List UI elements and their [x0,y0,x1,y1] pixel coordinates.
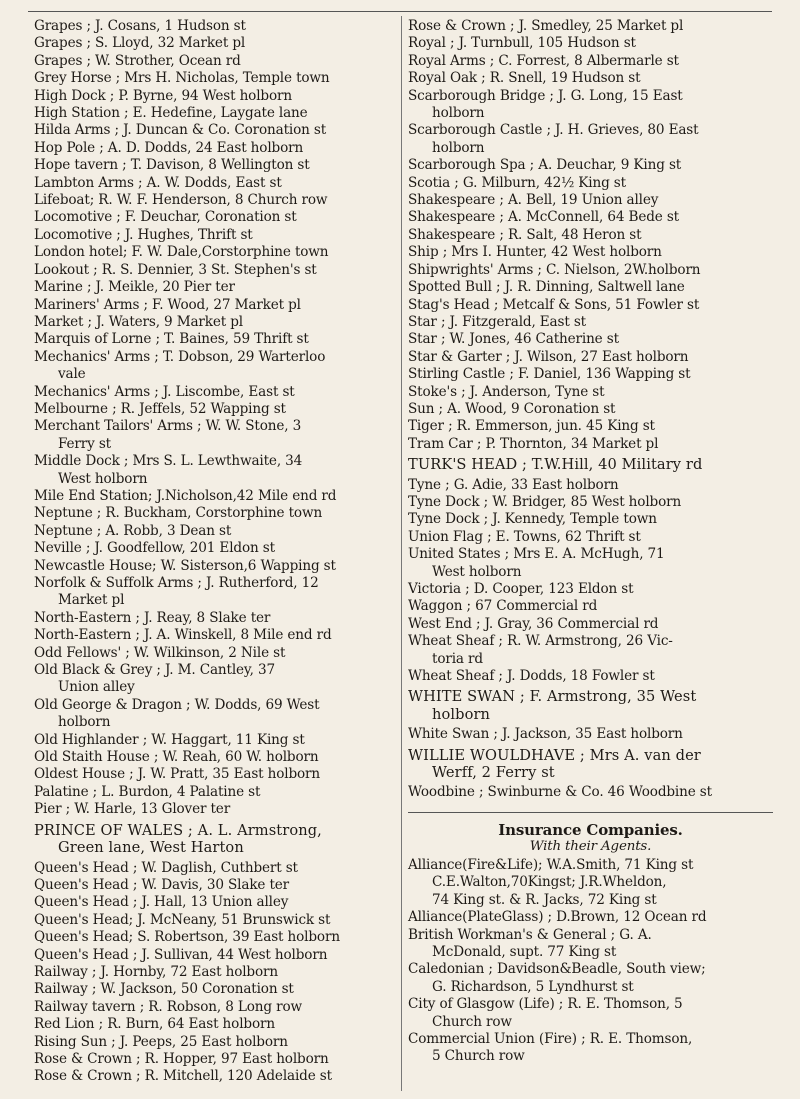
entry-line: Shakespeare ; R. Salt, 48 Heron st [408,226,642,243]
directory-entry [34,732,394,749]
entry-line: Shakespeare ; A. Bell, 19 Union alley [408,192,659,209]
entry-line: Rose & Crown ; R. Mitchell, 120 Adelaide st [34,1068,332,1085]
directory-entry [408,726,773,743]
entry-line: Mariners' Arms ; F. Wood, 27 Market pl [34,296,301,313]
entry-line: Palatine ; L. Burdon, 4 Palatine st [34,783,261,800]
directory-entry [34,349,394,384]
directory-entry [34,947,394,964]
directory-entry [408,436,773,453]
directory-entry [408,384,773,401]
directory-entry [34,540,394,557]
directory-entry [34,175,394,192]
entry-line: Hilda Arms ; J. Duncan & Co. Coronation st [34,122,327,139]
directory-entry [34,894,394,911]
entry-line: Rose & Crown ; J. Smedley, 25 Market pl [408,18,684,34]
directory-entry [408,581,773,598]
entry-line: Mechanics' Arms ; T. Dobson, 29 Warterloo [34,348,326,365]
entry-line: White Swan ; J. Jackson, 35 East holborn [408,726,683,743]
directory-entry [408,996,773,1031]
directory-entry [34,122,394,139]
right-column [408,18,773,1066]
entry-line: Queen's Head ; J. Hall, 13 Union alley [34,894,289,911]
entry-line: Locomotive ; F. Deuchar, Coronation st [34,209,297,226]
entry-line: Queen's Head; J. McNeany, 51 Brunswick st [34,911,331,928]
entry-line: Mechanics' Arms ; J. Liscombe, East st [34,383,295,400]
entry-line: Grapes ; S. Lloyd, 32 Market pl [34,35,246,52]
entry-line: Shipwrights' Arms ; C. Nielson, 2W.holborn [408,261,701,278]
directory-entry [34,784,394,801]
directory-entry [408,279,773,296]
entry-line: Neptune ; R. Buckham, Corstorphine town [34,505,323,522]
directory-entry [408,122,773,157]
entry-line: Neptune ; A. Robb, 3 Dean st [34,522,232,539]
entry-line: Old Staith House ; W. Reah, 60 W. holborn [34,749,319,766]
directory-entry [408,262,773,279]
directory-entry [408,857,773,909]
entry-line: Mile End Station; J.Nicholson,42 Mile end rd [34,487,337,504]
directory-entry [408,477,773,494]
entry-line: Victoria ; D. Cooper, 123 Eldon st [408,581,634,597]
entry-line: London hotel; F. W. Dale,Corstorphine town [34,244,329,261]
directory-entry [34,418,394,453]
directory-entry [34,18,394,35]
directory-entry [408,418,773,435]
entry-line: Stag's Head ; Metcalf & Sons, 51 Fowler st [408,296,700,313]
entry-line: Royal Arms ; C. Forrest, 8 Albermarle st [408,52,679,69]
directory-entry [408,157,773,174]
left-column [34,18,394,1086]
entry-line: City of Glasgow (Life) ; R. E. Thomson, 5 [408,996,683,1013]
entry-line: Grey Horse ; Mrs H. Nicholas, Temple town [34,70,330,87]
entry-continuation: vale [58,366,86,383]
directory-entry [408,297,773,314]
entry-line: Queen's Head; S. Robertson, 39 East holborn [34,929,340,946]
directory-entry [408,529,773,546]
entry-line: Grapes ; W. Strother, Ocean rd [34,52,241,69]
directory-entry [34,964,394,981]
directory-entry [408,70,773,87]
directory-entry [34,912,394,929]
directory-entry [408,401,773,418]
directory-entry [408,35,773,52]
entry-line: Stirling Castle ; F. Daniel, 136 Wapping st [408,366,691,383]
entry-line: Queen's Head ; W. Davis, 30 Slake ter [34,876,290,893]
entry-line: British Workman's & General ; G. A. [408,926,652,943]
directory-entry [408,88,773,123]
entry-line: Royal ; J. Turnbull, 105 Hudson st [408,35,636,52]
directory-entry [34,70,394,87]
entry-line: Scotia ; G. Milburn, 42½ King st [408,174,626,191]
entry-line: Pier ; W. Harle, 13 Glover ter [34,801,231,818]
entry-continuation: G. Richardson, 5 Lyndhurst st [432,978,634,995]
directory-entry [408,456,773,473]
directory-entry [34,140,394,157]
entry-line: WILLIE WOULDHAVE ; Mrs A. van der [408,746,701,764]
entry-line: Old Highlander ; W. Haggart, 11 King st [34,731,305,748]
column-divider [401,16,402,1091]
directory-entry [34,801,394,818]
entry-line: Sun ; A. Wood, 9 Coronation st [408,400,616,417]
entry-line: Market ; J. Waters, 9 Market pl [34,313,243,330]
entry-line: Neville ; J. Goodfellow, 201 Eldon st [34,540,275,557]
directory-entry [34,766,394,783]
directory-entry [34,749,394,766]
directory-entry [408,331,773,348]
directory-entry [408,633,773,668]
directory-entry [34,244,394,261]
entry-line: Tiger ; R. Emmerson, jun. 45 King st [408,418,655,435]
directory-entry [408,494,773,511]
directory-entry [34,822,394,857]
directory-entry [408,909,773,926]
entry-line: Spotted Bull ; J. R. Dinning, Saltwell lane [408,279,685,296]
entry-continuation: 74 King st. & R. Jacks, 72 King st [432,891,657,908]
entry-line: Woodbine ; Swinburne & Co. 46 Woodbine st [408,784,712,801]
directory-entry [34,662,394,697]
directory-entry [34,35,394,52]
entry-line: Old George & Dragon ; W. Dodds, 69 West [34,696,320,713]
entry-line: Grapes ; J. Cosans, 1 Hudson st [34,18,246,34]
directory-entry [34,999,394,1016]
entry-continuation: C.E.Walton,70Kingst; J.R.Wheldon, [432,874,667,891]
entry-line: Ship ; Mrs I. Hunter, 42 West holborn [408,244,662,261]
directory-entry [408,668,773,685]
entry-line: Scarborough Castle ; J. H. Grieves, 80 East [408,122,699,139]
entry-line: Newcastle House; W. Sisterson,6 Wapping st [34,557,336,574]
entry-line: Hop Pole ; A. D. Dodds, 24 East holborn [34,139,304,156]
directory-entry [408,511,773,528]
directory-entry [34,1068,394,1085]
entry-line: North-Eastern ; J. A. Winskell, 8 Mile end rd [34,627,332,644]
directory-entry [34,279,394,296]
directory-entry [408,175,773,192]
directory-entry [34,860,394,877]
entry-line: Alliance(PlateGlass) ; D.Brown, 12 Ocean rd [408,909,707,926]
entry-continuation: toria rd [432,650,483,667]
directory-entry [408,192,773,209]
entry-line: Railway ; J. Hornby, 72 East holborn [34,963,278,980]
entry-continuation: Market pl [58,592,125,609]
directory-entry [408,1031,773,1066]
entry-line: Royal Oak ; R. Snell, 19 Hudson st [408,70,641,87]
entry-continuation: Union alley [58,679,135,696]
directory-entry [34,929,394,946]
directory-entry [34,1016,394,1033]
directory-entry [34,209,394,226]
directory-entry [34,331,394,348]
entry-line: Lifeboat; R. W. F. Henderson, 8 Church row [34,192,328,209]
insurance-entries [408,857,773,1066]
directory-entry [34,1034,394,1051]
directory-entry [34,192,394,209]
entry-line: Shakespeare ; A. McConnell, 64 Bede st [408,209,679,226]
entry-line: TURK'S HEAD ; T.W.Hill, 40 Military rd [408,456,703,474]
directory-entry [408,598,773,615]
entry-continuation: Ferry st [58,435,111,452]
entry-line: Stoke's ; J. Anderson, Tyne st [408,383,605,400]
directory-entry [408,53,773,70]
entry-line: Star ; J. Fitzgerald, East st [408,313,586,330]
directory-entry [408,546,773,581]
entry-line: Merchant Tailors' Arms ; W. W. Stone, 3 [34,418,302,435]
entry-line: Caledonian ; Davidson&Beadle, South view; [408,961,706,978]
entry-line: Railway ; W. Jackson, 50 Coronation st [34,981,294,998]
entry-line: Wheat Sheaf ; J. Dodds, 18 Fowler st [408,668,655,685]
directory-entry [34,981,394,998]
entry-line: Waggon ; 67 Commercial rd [408,598,598,615]
entry-continuation: holborn [432,139,485,156]
entry-line: Railway tavern ; R. Robson, 8 Long row [34,998,302,1015]
directory-entry [34,297,394,314]
entry-line: Tyne Dock ; W. Bridger, 85 West holborn [408,493,682,510]
entry-continuation: 5 Church row [432,1048,525,1065]
entry-line: West End ; J. Gray, 36 Commercial rd [408,615,659,632]
entry-line: Hope tavern ; T. Davison, 8 Wellington st [34,157,310,174]
directory-entry [34,1051,394,1068]
top-rule [28,11,772,12]
entry-continuation: holborn [432,105,485,122]
entry-line: United States ; Mrs E. A. McHugh, 71 [408,546,665,563]
entry-line: Scarborough Bridge ; J. G. Long, 15 East [408,87,683,104]
directory-entry [34,53,394,70]
directory-entry [408,688,773,723]
entry-line: Scarborough Spa ; A. Deuchar, 9 King st [408,157,682,174]
entry-line: Rising Sun ; J. Peeps, 25 East holborn [34,1033,288,1050]
entry-continuation: West holborn [432,563,522,580]
entry-line: High Dock ; P. Byrne, 94 West holborn [34,87,292,104]
directory-entry [34,157,394,174]
entry-line: Lookout ; R. S. Dennier, 3 St. Stephen's st [34,261,317,278]
entry-line: Odd Fellows' ; W. Wilkinson, 2 Nile st [34,644,286,661]
entry-continuation: West holborn [58,470,148,487]
entry-line: Oldest House ; J. W. Pratt, 35 East holborn [34,766,321,783]
insurance-section [408,812,773,1066]
entry-line: Lambton Arms ; A. W. Dodds, East st [34,174,282,191]
entry-line: PRINCE OF WALES ; A. L. Armstrong, [34,821,322,839]
directory-entry [34,105,394,122]
directory-entry [34,227,394,244]
entry-continuation: holborn [432,705,491,723]
entry-line: Marine ; J. Meikle, 20 Pier ter [34,279,235,296]
directory-entry [408,747,773,782]
directory-entry [34,523,394,540]
directory-entry [34,627,394,644]
directory-entry [34,384,394,401]
entry-line: Middle Dock ; Mrs S. L. Lewthwaite, 34 [34,453,303,470]
directory-entry [408,209,773,226]
directory-entry [408,349,773,366]
directory-entry [408,366,773,383]
directory-entry [34,645,394,662]
entry-line: North-Eastern ; J. Reay, 8 Slake ter [34,609,271,626]
entry-continuation: Werff, 2 Ferry st [432,764,555,782]
entry-line: Tram Car ; P. Thornton, 34 Market pl [408,435,659,452]
entry-line: Wheat Sheaf ; R. W. Armstrong, 26 Vic- [408,633,673,650]
entry-line: Commercial Union (Fire) ; R. E. Thomson, [408,1030,693,1047]
entry-line: Alliance(Fire&Life); W.A.Smith, 71 King st [408,856,694,873]
entry-line: Marquis of Lorne ; T. Baines, 59 Thrift st [34,331,309,348]
entry-line: WHITE SWAN ; F. Armstrong, 35 West [408,688,697,706]
entry-line: Old Black & Grey ; J. M. Cantley, 37 [34,662,275,679]
entry-line: Melbourne ; R. Jeffels, 52 Wapping st [34,400,286,417]
directory-entry [408,961,773,996]
directory-entry [34,453,394,488]
entry-continuation: Church row [432,1013,512,1030]
entry-line: Rose & Crown ; R. Hopper, 97 East holborn [34,1050,329,1067]
directory-entry [408,18,773,35]
entry-line: Tyne ; G. Adie, 33 East holborn [408,476,619,493]
directory-entry [34,575,394,610]
entry-line: Tyne Dock ; J. Kennedy, Temple town [408,511,657,528]
right-column-entries [408,18,773,802]
entry-line: Red Lion ; R. Burn, 64 East holborn [34,1016,275,1033]
entry-line: Queen's Head ; W. Daglish, Cuthbert st [34,859,298,876]
entry-line: Locomotive ; J. Hughes, Thrift st [34,226,253,243]
entry-line: Union Flag ; E. Towns, 62 Thrift st [408,528,641,545]
directory-entry [34,558,394,575]
directory-entry [34,401,394,418]
directory-entry [408,784,773,801]
entry-continuation: holborn [58,714,111,731]
directory-entry [34,262,394,279]
entry-line: High Station ; E. Hedefine, Laygate lane [34,105,308,122]
directory-entry [408,616,773,633]
insurance-heading: Insurance Companies. [498,820,683,839]
directory-entry [34,314,394,331]
directory-entry [34,505,394,522]
directory-entry [408,244,773,261]
directory-entry [408,314,773,331]
directory-entry [34,697,394,732]
directory-entry [408,927,773,962]
entry-continuation: Green lane, West Harton [58,839,244,857]
directory-entry [408,227,773,244]
entry-line: Star & Garter ; J. Wilson, 27 East holborn [408,348,689,365]
entry-line: Norfolk & Suffolk Arms ; J. Rutherford, 12 [34,575,319,591]
entry-line: Queen's Head ; J. Sullivan, 44 West holborn [34,946,328,963]
directory-entry [34,877,394,894]
directory-entry [34,610,394,627]
directory-entry [34,488,394,505]
insurance-subheading: With their Agents. [529,838,652,854]
entry-continuation: McDonald, supt. 77 King st [432,943,617,960]
entry-line: Star ; W. Jones, 46 Catherine st [408,331,619,348]
directory-entry [34,88,394,105]
